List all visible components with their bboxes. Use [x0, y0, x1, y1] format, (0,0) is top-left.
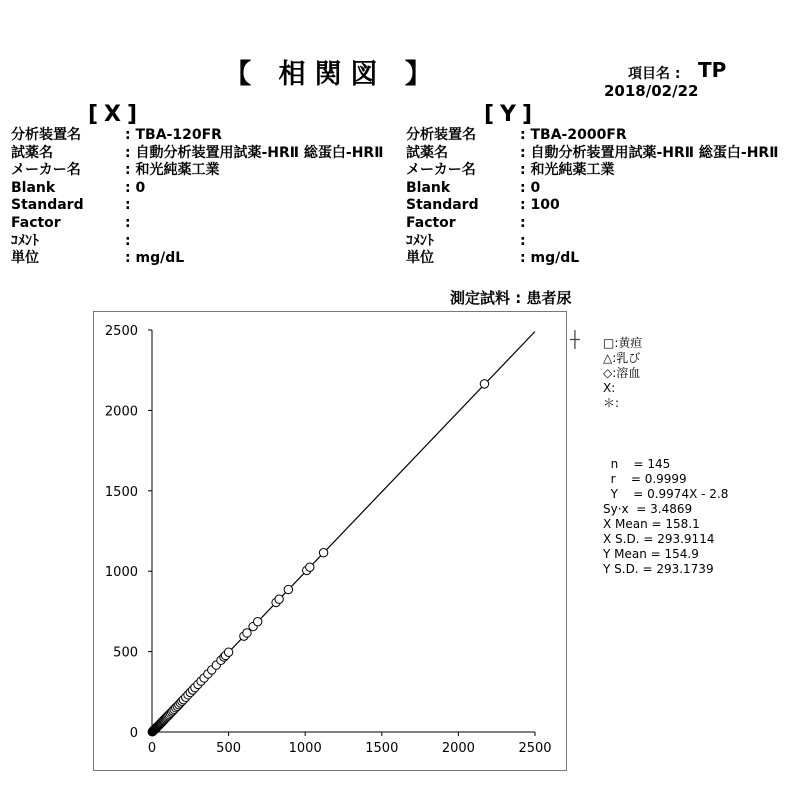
item-label: 項目名 :: [628, 66, 681, 82]
y-info-row: [406, 180, 796, 197]
info-value: : 100: [520, 197, 560, 214]
legend-entry: ◇:溶血: [603, 366, 641, 380]
info-label: 単位: [406, 250, 434, 267]
y-info-row: [406, 250, 796, 267]
data-point: [275, 595, 283, 603]
x-tick-label: 2000: [441, 741, 475, 756]
info-label: メーカー名: [406, 162, 476, 179]
x-info-row: [11, 197, 401, 214]
info-label: ｺﾒﾝﾄ: [11, 232, 39, 249]
x-tick-label: 1500: [365, 741, 399, 756]
data-point: [284, 585, 292, 593]
y-tick-label: 2000: [104, 404, 138, 420]
legend: [603, 336, 642, 411]
x-info-row: [11, 233, 401, 250]
info-label: 試薬名: [11, 144, 53, 161]
data-point: [306, 563, 314, 571]
info-value: [125, 215, 131, 232]
sample-line: [450, 287, 571, 308]
info-value: : 自動分析装置用試薬-HRⅡ 総蛋白-HRⅡ: [520, 145, 778, 162]
stat-line: Y Mean = 154.9: [603, 547, 699, 561]
sample-value: 患者尿: [526, 289, 572, 307]
x-info-row: [11, 127, 401, 144]
legend-entry: ＊:: [603, 396, 620, 410]
info-value: : 自動分析装置用試薬-HRⅡ 総蛋白-HRⅡ: [125, 145, 383, 162]
stat-line: r = 0.9999: [603, 472, 687, 486]
y-tick-label: 2500: [104, 324, 138, 339]
info-value: [520, 233, 526, 250]
info-value: : 0: [125, 180, 145, 197]
info-label: ｺﾒﾝﾄ: [406, 232, 434, 249]
x-info-row: [11, 250, 401, 267]
y-info-header: [Y]: [484, 102, 539, 127]
scatter-chart: [94, 312, 566, 770]
y-info-row: [406, 162, 796, 179]
stat-line: Y S.D. = 293.1739: [603, 562, 714, 576]
info-value: : TBA-120FR: [125, 127, 222, 144]
statistics-panel: [603, 457, 728, 577]
page-title: 【 相関図 】: [224, 59, 441, 90]
legend-entry: X:: [603, 381, 616, 395]
crosshair-cursor-icon: ┼: [570, 330, 580, 349]
report-date: 2018/02/22: [604, 82, 699, 100]
data-point: [243, 629, 251, 637]
info-label: メーカー名: [11, 162, 81, 179]
y-info-row: [406, 145, 796, 162]
data-point: [319, 549, 327, 557]
x-info-row: [11, 145, 401, 162]
chart-frame: [93, 311, 567, 771]
legend-entry: △:乳び: [603, 351, 641, 365]
info-label: Blank: [406, 179, 451, 196]
info-label: Blank: [11, 179, 56, 196]
y-tick-label: 500: [113, 645, 138, 661]
y-tick-label: 0: [129, 726, 138, 741]
data-point: [224, 648, 232, 656]
data-point: [254, 617, 262, 625]
stat-line: Sy·x = 3.4869: [603, 502, 693, 516]
x-info-row: [11, 162, 401, 179]
info-value: [520, 215, 526, 232]
info-value: : 和光純薬工業: [125, 162, 219, 179]
item-value: TP: [698, 58, 727, 82]
stat-line: n = 145: [603, 457, 671, 471]
info-label: 単位: [11, 250, 39, 267]
y-tick-label: 1500: [104, 484, 138, 500]
data-point: [480, 380, 488, 388]
y-info-row: [406, 197, 796, 214]
y-info-row: [406, 215, 796, 232]
info-value: : 0: [520, 180, 540, 197]
info-value: [125, 197, 131, 214]
info-value: : mg/dL: [520, 250, 579, 267]
x-info-header: [X]: [88, 102, 144, 127]
x-tick-label: 1000: [288, 741, 322, 756]
y-tick-label: 1000: [104, 565, 138, 581]
x-tick-label: 500: [216, 741, 242, 756]
info-value: : 和光純薬工業: [520, 162, 614, 179]
info-value: : TBA-2000FR: [520, 127, 627, 144]
info-label: Standard: [406, 197, 479, 214]
info-label: Factor: [11, 215, 61, 231]
sample-label: 測定試料: [450, 289, 511, 307]
stat-line: X Mean = 158.1: [603, 517, 700, 531]
x-tick-label: 0: [147, 741, 157, 756]
y-info-row: [406, 233, 796, 250]
x-info-row: [11, 215, 401, 232]
info-value: : mg/dL: [125, 250, 184, 267]
x-tick-label: 2500: [518, 741, 552, 756]
x-info-row: [11, 180, 401, 197]
info-label: Standard: [11, 197, 84, 214]
stat-line: Y = 0.9974X - 2.8: [603, 487, 729, 501]
info-label: Factor: [406, 215, 456, 231]
y-info-row: [406, 127, 796, 144]
info-label: 試薬名: [406, 144, 448, 161]
info-label: 分析装置名: [11, 127, 81, 143]
legend-entry: □:黄疸: [603, 336, 643, 350]
info-label: 分析装置名: [406, 127, 476, 143]
info-value: [125, 233, 131, 250]
stat-line: X S.D. = 293.9114: [603, 532, 715, 546]
